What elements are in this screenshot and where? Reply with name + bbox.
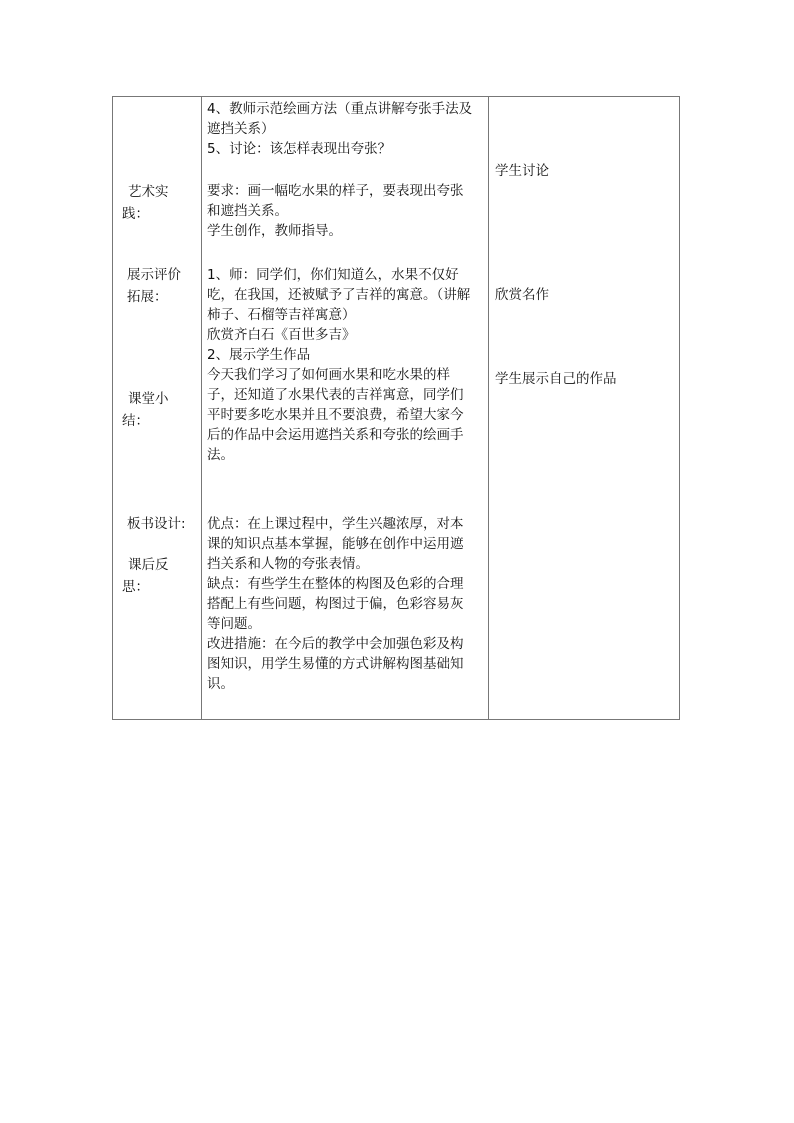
teaching-demo-block: 4、教师示范绘画方法（重点讲解夸张手法及 遮挡关系） 5、讨论：该怎样表现出夸张？: [207, 101, 473, 157]
student-show-works: 学生展示自己的作品: [495, 371, 617, 387]
label-showcase: 展示评价 拓展：: [127, 267, 181, 305]
column-divider-2: [488, 97, 489, 719]
student-discussion: 学生讨论: [495, 163, 549, 179]
showcase-summary-block: 1、师：同学们，你们知道么，水果不仅好 吃，在我国，还被赋予了吉祥的寓意。（讲解 柿子、石榴等吉祥寓意） 欣赏齐白石《百世多吉》 2、展示学生作品 今天我们学习了如何画水果和吃水果的样 子，还知道了水果代表的吉祥寓意，同学们 平时要多吃水果并且不要浪费，希望大家今 后的作品中会运用遮挡关系和夸张的绘画手 法。: [207, 267, 471, 463]
practice-requirement-block: 要求：画一幅吃水果的样子，要表现出夸张 和遮挡关系。 学生创作，教师指导。: [207, 183, 464, 239]
label-art-practice: 艺术实 践：: [122, 184, 169, 222]
label-reflection: 课后反 思：: [122, 557, 169, 595]
column-divider-1: [201, 97, 202, 719]
label-board-design: 板书设计:: [127, 516, 186, 532]
reflection-block: 优点：在上课过程中，学生兴趣浓厚，对本 课的知识点基本掌握，能够在创作中运用遮 挡关系和人物的夸张表情。 缺点：有些学生在整体的构图及色彩的合理 搭配上有些问题，构图过于偏，色彩容易灰 等问题。 改进措施：在今后的教学中会加强色彩及构 图知识，用学生易懂的方式讲解构图基础知 识。: [207, 516, 464, 692]
appreciate-masterpieces: 欣赏名作: [495, 287, 549, 303]
label-summary: 课堂小 结：: [122, 391, 169, 429]
